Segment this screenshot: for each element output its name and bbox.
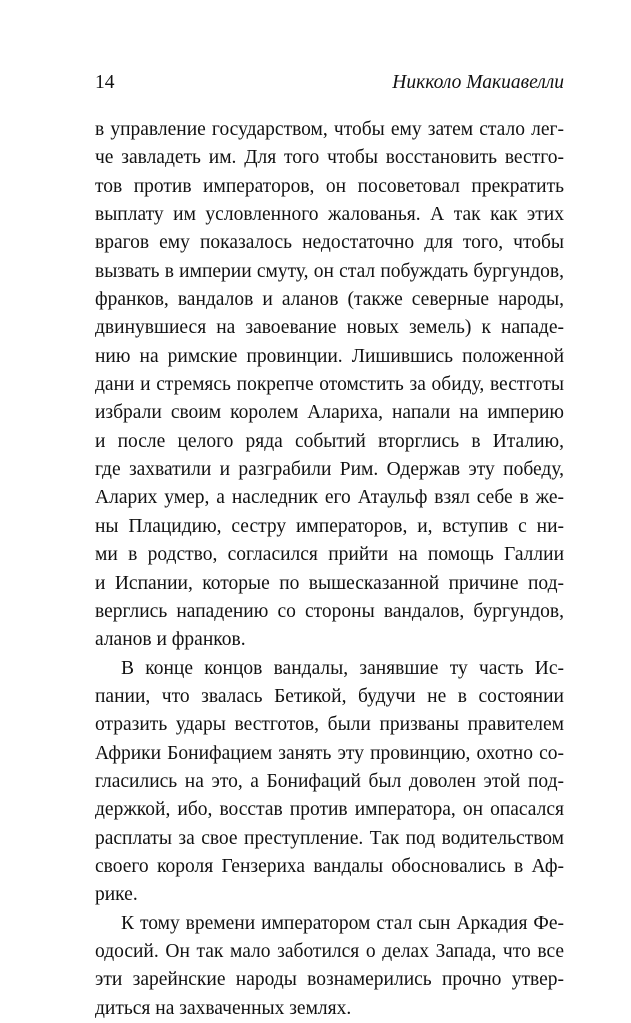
text-line: пании, что звалась Бетикой, будучи не в состоянии [95, 685, 564, 707]
text-line: избрали своим королем Алариха, напали на империю [95, 402, 564, 424]
text-line: и Испании, которые по вышесказанной причине под- [95, 572, 564, 594]
page-number: 14 [95, 72, 115, 93]
text-line: К тому времени императором стал сын Аркадия Фе- [121, 912, 564, 934]
text-line: и после целого ряда событий вторглись в Италию, [95, 430, 564, 452]
text-line: верглись нападению со стороны вандалов, бургундов, [95, 600, 564, 622]
text-line: двинувшиеся на завоевание новых земель) к нападе- [95, 317, 564, 339]
text-line: диться на захваченных землях. [95, 997, 352, 1019]
running-header [95, 72, 564, 98]
text-line: отразить удары вестготов, были призваны правителем [95, 714, 564, 736]
text-line: рике. [95, 884, 138, 906]
text-line: франков, вандалов и аланов (также северные народы, [95, 289, 564, 311]
text-line: нию на римские провинции. Лишившись положенной [95, 345, 564, 367]
body-text [95, 116, 564, 1023]
text-line: врагов ему показалось недостаточно для того, чтобы [95, 232, 564, 254]
text-line: где захватили и разграбили Рим. Одержав эту победу, [95, 459, 564, 481]
text-line: ны Плацидию, сестру императоров, и, вступив с ни- [95, 515, 564, 537]
paragraph [95, 655, 564, 910]
text-line: эти зарейнские народы вознамерились прочно утвер- [95, 969, 564, 991]
text-line: Аларих умер, а наследник его Атаульф взял себе в же- [95, 487, 564, 509]
text-line: расплаты за свое преступление. Так под водительством [95, 827, 564, 849]
paragraph [95, 910, 564, 1023]
text-line: держкой, ибо, восстав против императора, он опасался [95, 799, 564, 821]
text-line: аланов и франков. [95, 629, 246, 651]
text-line: гласились на это, а Бонифаций был доволен этой под- [95, 770, 564, 792]
text-line: вызвать в империи смуту, он стал побуждать бургундов, [95, 260, 564, 282]
text-line: Африки Бонифацием занять эту провинцию, охотно со- [95, 742, 564, 764]
text-line: че завладеть им. Для того чтобы восстановить вестго- [95, 147, 564, 169]
text-line: одосий. Он так мало заботился о делах Запада, что все [95, 940, 564, 962]
text-line: ми в родство, согласился прийти на помощь Галлии [95, 544, 564, 566]
text-line: выплату им условленного жалованья. А так как этих [95, 204, 564, 226]
text-line: В конце концов вандалы, занявшие ту часть Ис- [121, 657, 564, 679]
text-line: в управление государством, чтобы ему затем стало лег- [95, 119, 564, 140]
text-line: своего короля Гензериха вандалы обосновались в Аф- [95, 855, 564, 877]
text-line: дани и стремясь покрепче отомстить за обиду, вестготы [95, 374, 564, 396]
running-title: Никколо Макиавелли [392, 72, 564, 93]
paragraph [95, 116, 564, 655]
text-line: тов против императоров, он посоветовал прекратить [95, 175, 564, 197]
